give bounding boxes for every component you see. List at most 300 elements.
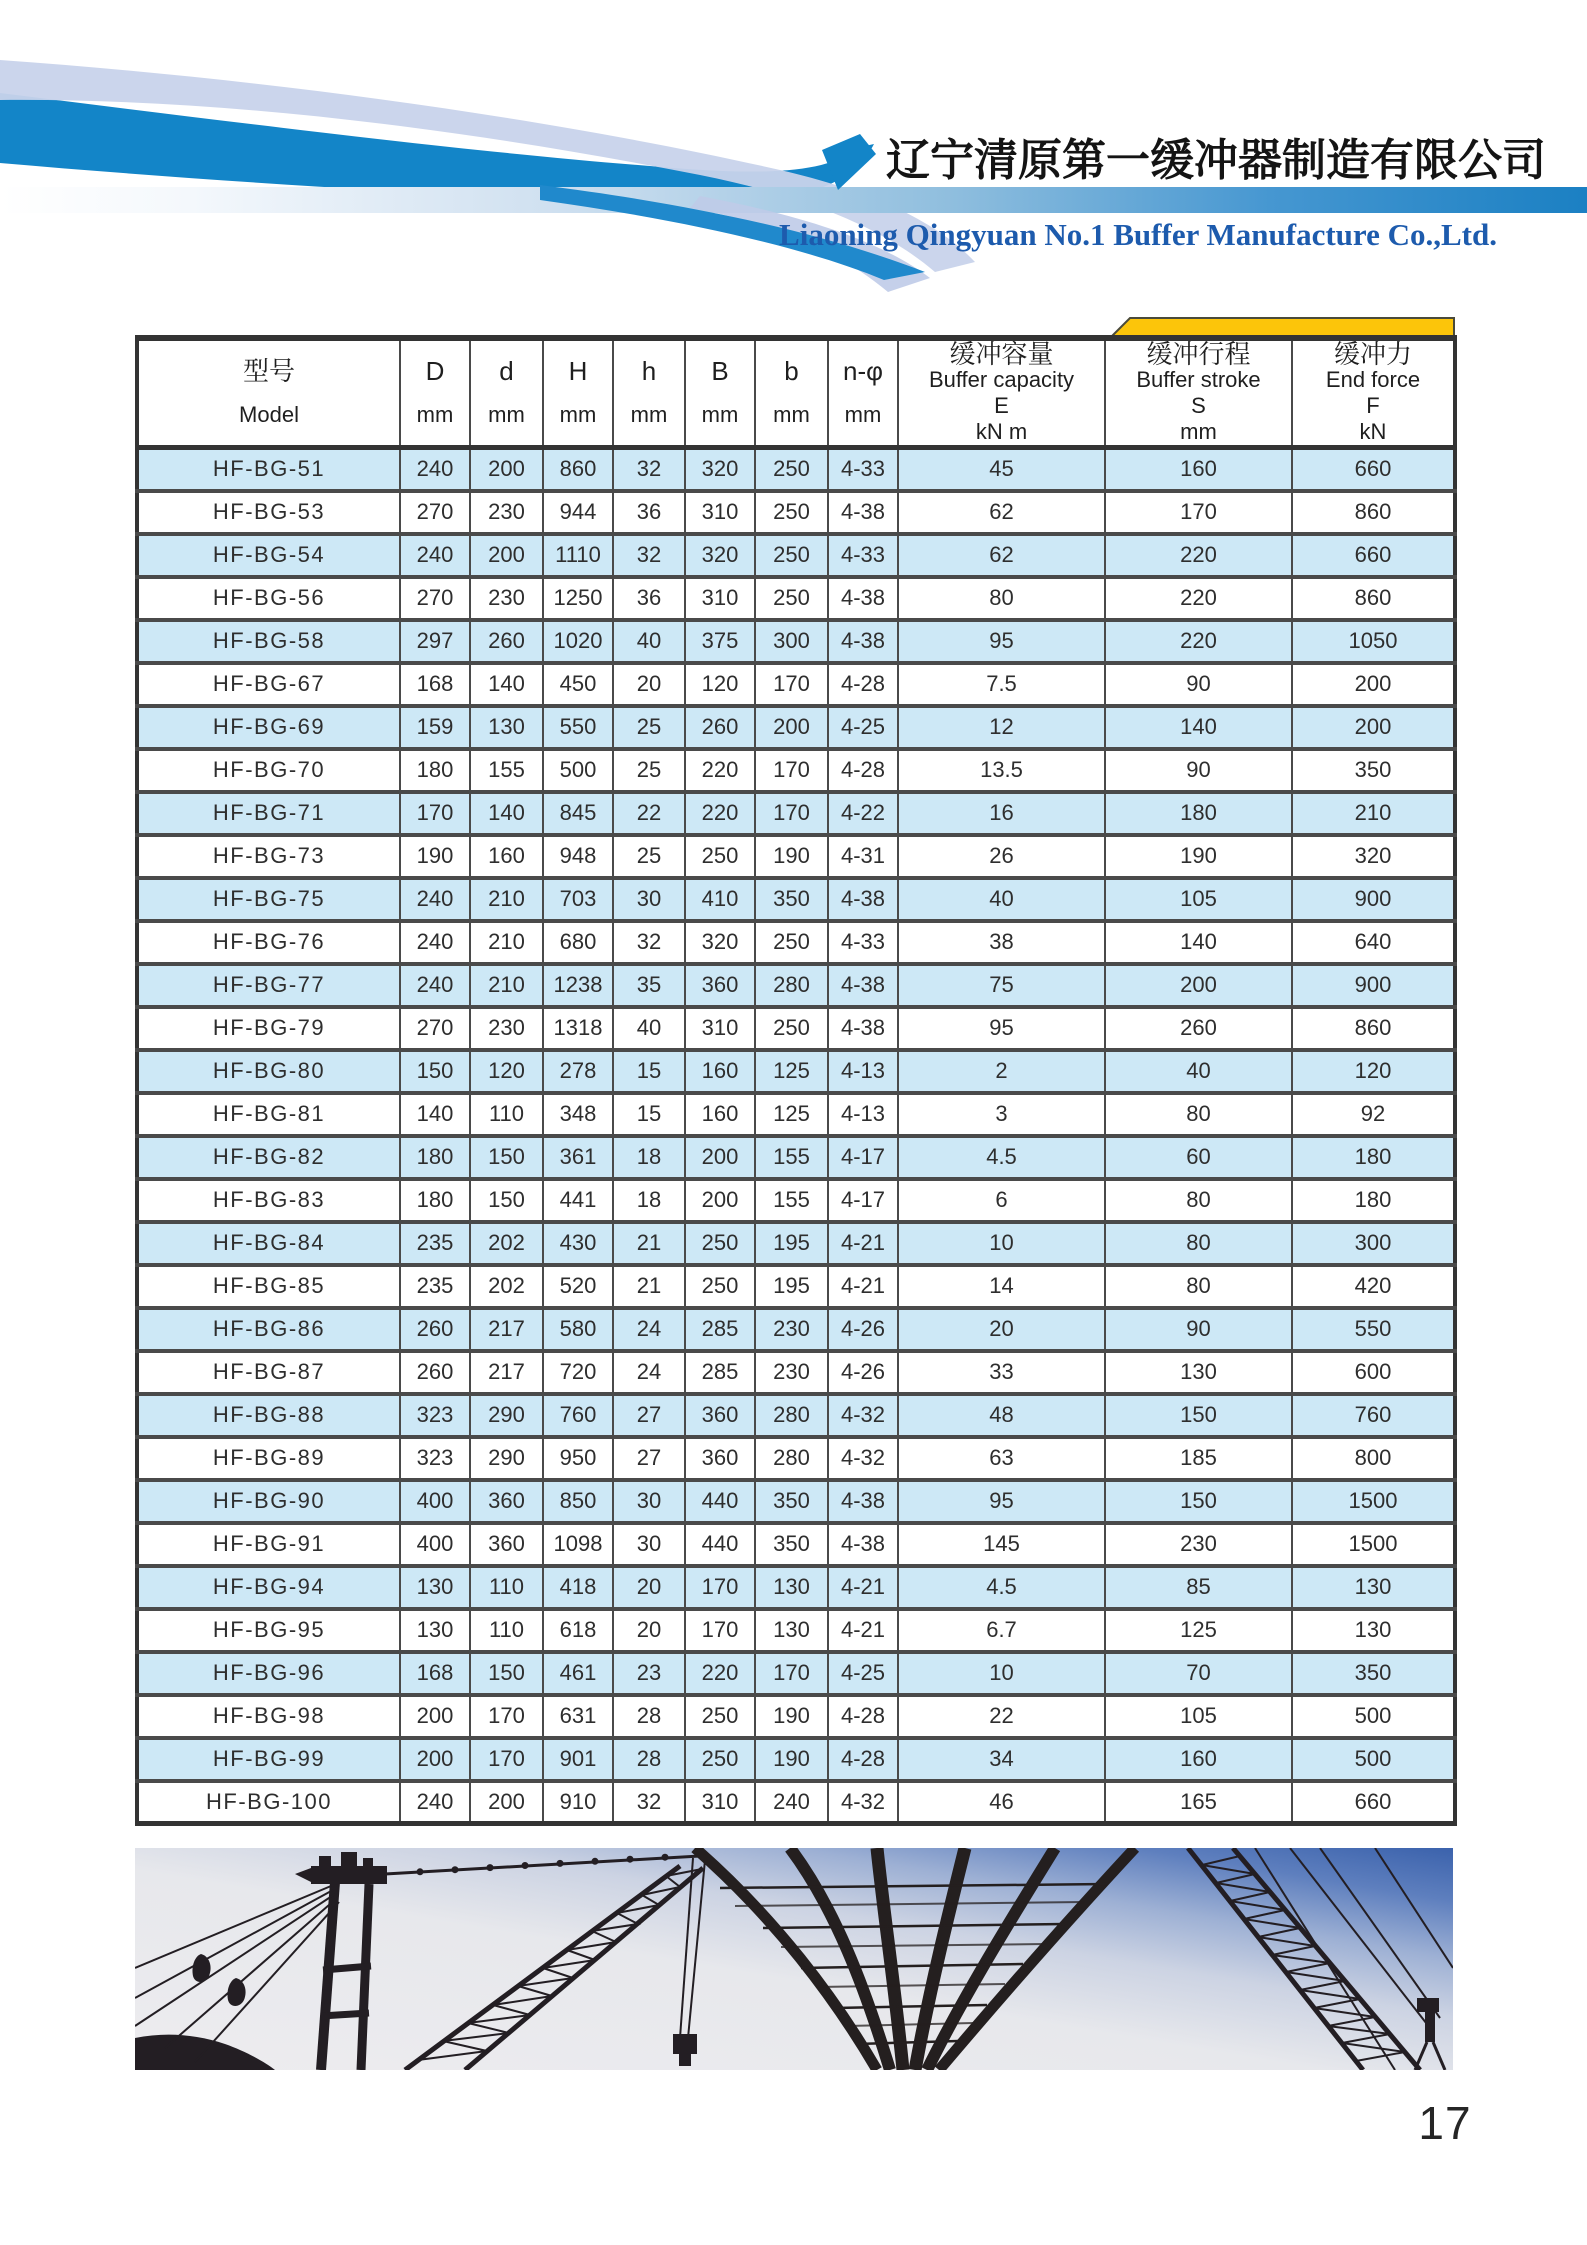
value-cell: 46 xyxy=(898,1781,1105,1824)
value-cell: 760 xyxy=(1292,1394,1455,1437)
column-header xyxy=(400,338,470,448)
value-cell: 180 xyxy=(1292,1136,1455,1179)
value-cell: 159 xyxy=(400,706,470,749)
value-cell: 130 xyxy=(470,706,543,749)
value-cell: 520 xyxy=(543,1265,613,1308)
value-cell: 4-32 xyxy=(828,1437,898,1480)
buffer-spec-table xyxy=(135,335,1457,1826)
value-cell: 130 xyxy=(1292,1566,1455,1609)
value-cell: 12 xyxy=(898,706,1105,749)
value-cell: 140 xyxy=(1105,921,1292,964)
value-cell: 220 xyxy=(685,792,755,835)
table-row xyxy=(137,1523,1455,1566)
value-cell: 280 xyxy=(755,964,828,1007)
table-row xyxy=(137,1222,1455,1265)
value-cell: 30 xyxy=(613,878,685,921)
table-row xyxy=(137,1738,1455,1781)
value-cell: 4-38 xyxy=(828,620,898,663)
value-cell: 190 xyxy=(755,1695,828,1738)
value-cell: 160 xyxy=(470,835,543,878)
table-row xyxy=(137,1351,1455,1394)
column-header-line: mm xyxy=(844,402,882,427)
value-cell: 200 xyxy=(470,448,543,491)
value-cell: 25 xyxy=(613,835,685,878)
value-cell: 4-28 xyxy=(828,663,898,706)
column-header-line: H xyxy=(568,356,588,386)
value-cell: 860 xyxy=(543,448,613,491)
column-header xyxy=(828,338,898,448)
table-row xyxy=(137,878,1455,921)
value-cell: 3 xyxy=(898,1093,1105,1136)
value-cell: 760 xyxy=(543,1394,613,1437)
value-cell: 32 xyxy=(613,1781,685,1824)
value-cell: 40 xyxy=(613,1007,685,1050)
value-cell: 4.5 xyxy=(898,1136,1105,1179)
column-header-line: mm xyxy=(416,402,454,427)
value-cell: 250 xyxy=(755,534,828,577)
value-cell: 32 xyxy=(613,448,685,491)
value-cell: 348 xyxy=(543,1093,613,1136)
value-cell: 900 xyxy=(1292,964,1455,1007)
column-header-line: E xyxy=(994,393,1009,418)
value-cell: 165 xyxy=(1105,1781,1292,1824)
value-cell: 170 xyxy=(685,1609,755,1652)
model-cell: HF-BG-73 xyxy=(137,835,400,878)
value-cell: 6.7 xyxy=(898,1609,1105,1652)
value-cell: 21 xyxy=(613,1222,685,1265)
value-cell: 240 xyxy=(400,448,470,491)
value-cell: 200 xyxy=(755,706,828,749)
value-cell: 130 xyxy=(755,1566,828,1609)
value-cell: 27 xyxy=(613,1394,685,1437)
table-row xyxy=(137,1437,1455,1480)
value-cell: 220 xyxy=(685,1652,755,1695)
value-cell: 4-28 xyxy=(828,1738,898,1781)
value-cell: 235 xyxy=(400,1265,470,1308)
value-cell: 10 xyxy=(898,1652,1105,1695)
value-cell: 580 xyxy=(543,1308,613,1351)
table-row xyxy=(137,706,1455,749)
value-cell: 150 xyxy=(1105,1480,1292,1523)
value-cell: 360 xyxy=(685,964,755,1007)
value-cell: 130 xyxy=(400,1609,470,1652)
column-header xyxy=(898,338,1105,448)
value-cell: 4-25 xyxy=(828,1652,898,1695)
value-cell: 40 xyxy=(1105,1050,1292,1093)
value-cell: 140 xyxy=(400,1093,470,1136)
value-cell: 440 xyxy=(685,1480,755,1523)
value-cell: 30 xyxy=(613,1523,685,1566)
value-cell: 285 xyxy=(685,1351,755,1394)
model-cell: HF-BG-89 xyxy=(137,1437,400,1480)
column-header-line: Buffer capacity xyxy=(928,367,1075,392)
value-cell: 550 xyxy=(1292,1308,1455,1351)
column-header-line: D xyxy=(425,356,445,386)
table-row xyxy=(137,1609,1455,1652)
value-cell: 130 xyxy=(755,1609,828,1652)
value-cell: 360 xyxy=(685,1437,755,1480)
column-header-line: 缓冲行程 xyxy=(1146,339,1251,369)
gradient-bar xyxy=(0,187,1587,213)
value-cell: 350 xyxy=(755,1480,828,1523)
value-cell: 300 xyxy=(755,620,828,663)
value-cell: 25 xyxy=(613,749,685,792)
value-cell: 150 xyxy=(400,1050,470,1093)
value-cell: 170 xyxy=(755,1652,828,1695)
value-cell: 170 xyxy=(755,663,828,706)
value-cell: 323 xyxy=(400,1394,470,1437)
value-cell: 1050 xyxy=(1292,620,1455,663)
value-cell: 430 xyxy=(543,1222,613,1265)
value-cell: 944 xyxy=(543,491,613,534)
value-cell: 375 xyxy=(685,620,755,663)
column-header-line: mm xyxy=(773,402,810,427)
value-cell: 62 xyxy=(898,534,1105,577)
value-cell: 90 xyxy=(1105,749,1292,792)
value-cell: 40 xyxy=(613,620,685,663)
value-cell: 240 xyxy=(400,921,470,964)
value-cell: 168 xyxy=(400,1652,470,1695)
value-cell: 25 xyxy=(613,706,685,749)
value-cell: 85 xyxy=(1105,1566,1292,1609)
value-cell: 220 xyxy=(1105,620,1292,663)
column-header xyxy=(1292,338,1455,448)
value-cell: 950 xyxy=(543,1437,613,1480)
table-row xyxy=(137,1050,1455,1093)
value-cell: 250 xyxy=(755,1007,828,1050)
value-cell: 660 xyxy=(1292,448,1455,491)
value-cell: 850 xyxy=(543,1480,613,1523)
value-cell: 235 xyxy=(400,1222,470,1265)
table-row xyxy=(137,835,1455,878)
column-header-line: 缓冲力 xyxy=(1333,339,1412,369)
value-cell: 297 xyxy=(400,620,470,663)
value-cell: 45 xyxy=(898,448,1105,491)
column-header-line: n-φ xyxy=(843,356,883,386)
value-cell: 2 xyxy=(898,1050,1105,1093)
value-cell: 4-32 xyxy=(828,1394,898,1437)
value-cell: 250 xyxy=(685,1222,755,1265)
table-row xyxy=(137,1652,1455,1695)
value-cell: 110 xyxy=(470,1566,543,1609)
value-cell: 200 xyxy=(400,1695,470,1738)
value-cell: 70 xyxy=(1105,1652,1292,1695)
value-cell: 900 xyxy=(1292,878,1455,921)
value-cell: 200 xyxy=(1292,706,1455,749)
value-cell: 125 xyxy=(1105,1609,1292,1652)
value-cell: 200 xyxy=(1292,663,1455,706)
table-row xyxy=(137,749,1455,792)
value-cell: 350 xyxy=(755,878,828,921)
value-cell: 230 xyxy=(470,491,543,534)
model-cell: HF-BG-95 xyxy=(137,1609,400,1652)
value-cell: 4-38 xyxy=(828,1523,898,1566)
cranes-photo xyxy=(135,1848,1453,2070)
value-cell: 703 xyxy=(543,878,613,921)
column-header-line: kN m xyxy=(975,419,1028,444)
value-cell: 22 xyxy=(898,1695,1105,1738)
value-cell: 400 xyxy=(400,1480,470,1523)
value-cell: 4-17 xyxy=(828,1136,898,1179)
column-header-line: b xyxy=(784,356,799,386)
value-cell: 1250 xyxy=(543,577,613,620)
value-cell: 170 xyxy=(400,792,470,835)
value-cell: 250 xyxy=(755,448,828,491)
value-cell: 285 xyxy=(685,1308,755,1351)
value-cell: 36 xyxy=(613,577,685,620)
model-cell: HF-BG-90 xyxy=(137,1480,400,1523)
value-cell: 310 xyxy=(685,1007,755,1050)
model-cell: HF-BG-56 xyxy=(137,577,400,620)
value-cell: 4-38 xyxy=(828,1007,898,1050)
value-cell: 220 xyxy=(685,749,755,792)
value-cell: 4-38 xyxy=(828,878,898,921)
value-cell: 150 xyxy=(470,1652,543,1695)
value-cell: 260 xyxy=(400,1308,470,1351)
value-cell: 36 xyxy=(613,491,685,534)
value-cell: 680 xyxy=(543,921,613,964)
value-cell: 28 xyxy=(613,1738,685,1781)
value-cell: 24 xyxy=(613,1351,685,1394)
column-header xyxy=(1105,338,1292,448)
column-header-line: 缓冲容量 xyxy=(949,339,1054,369)
value-cell: 95 xyxy=(898,620,1105,663)
model-cell: HF-BG-88 xyxy=(137,1394,400,1437)
value-cell: 500 xyxy=(543,749,613,792)
value-cell: 260 xyxy=(1105,1007,1292,1050)
model-cell: HF-BG-53 xyxy=(137,491,400,534)
column-header xyxy=(685,338,755,448)
value-cell: 270 xyxy=(400,491,470,534)
column-header-line: mm xyxy=(630,402,668,427)
value-cell: 230 xyxy=(470,577,543,620)
value-cell: 63 xyxy=(898,1437,1105,1480)
value-cell: 260 xyxy=(685,706,755,749)
value-cell: 240 xyxy=(400,878,470,921)
value-cell: 80 xyxy=(1105,1093,1292,1136)
value-cell: 200 xyxy=(1105,964,1292,1007)
value-cell: 418 xyxy=(543,1566,613,1609)
value-cell: 350 xyxy=(1292,749,1455,792)
value-cell: 240 xyxy=(755,1781,828,1824)
value-cell: 1500 xyxy=(1292,1480,1455,1523)
value-cell: 180 xyxy=(400,749,470,792)
value-cell: 200 xyxy=(685,1136,755,1179)
company-name-en: Liaoning Qingyuan No.1 Buffer Manufacture Co.,Ltd. xyxy=(779,217,1497,252)
value-cell: 13.5 xyxy=(898,749,1105,792)
model-cell: HF-BG-91 xyxy=(137,1523,400,1566)
value-cell: 200 xyxy=(470,1781,543,1824)
value-cell: 24 xyxy=(613,1308,685,1351)
value-cell: 250 xyxy=(685,835,755,878)
value-cell: 420 xyxy=(1292,1265,1455,1308)
value-cell: 618 xyxy=(543,1609,613,1652)
value-cell: 75 xyxy=(898,964,1105,1007)
value-cell: 250 xyxy=(755,491,828,534)
value-cell: 320 xyxy=(685,534,755,577)
value-cell: 278 xyxy=(543,1050,613,1093)
value-cell: 130 xyxy=(1292,1609,1455,1652)
model-cell: HF-BG-85 xyxy=(137,1265,400,1308)
value-cell: 441 xyxy=(543,1179,613,1222)
value-cell: 80 xyxy=(1105,1222,1292,1265)
value-cell: 1318 xyxy=(543,1007,613,1050)
value-cell: 92 xyxy=(1292,1093,1455,1136)
table-row xyxy=(137,792,1455,835)
value-cell: 360 xyxy=(685,1394,755,1437)
value-cell: 800 xyxy=(1292,1437,1455,1480)
value-cell: 230 xyxy=(470,1007,543,1050)
value-cell: 105 xyxy=(1105,878,1292,921)
value-cell: 4-38 xyxy=(828,964,898,1007)
value-cell: 202 xyxy=(470,1265,543,1308)
value-cell: 202 xyxy=(470,1222,543,1265)
model-cell: HF-BG-54 xyxy=(137,534,400,577)
value-cell: 140 xyxy=(470,663,543,706)
column-header xyxy=(470,338,543,448)
value-cell: 220 xyxy=(1105,534,1292,577)
value-cell: 300 xyxy=(1292,1222,1455,1265)
model-cell: HF-BG-80 xyxy=(137,1050,400,1093)
value-cell: 250 xyxy=(755,577,828,620)
table-row xyxy=(137,1308,1455,1351)
value-cell: 21 xyxy=(613,1265,685,1308)
value-cell: 320 xyxy=(685,448,755,491)
value-cell: 550 xyxy=(543,706,613,749)
value-cell: 270 xyxy=(400,1007,470,1050)
value-cell: 20 xyxy=(613,1566,685,1609)
model-cell: HF-BG-81 xyxy=(137,1093,400,1136)
model-cell: HF-BG-86 xyxy=(137,1308,400,1351)
value-cell: 4-13 xyxy=(828,1050,898,1093)
value-cell: 180 xyxy=(1292,1179,1455,1222)
model-cell: HF-BG-71 xyxy=(137,792,400,835)
value-cell: 4-31 xyxy=(828,835,898,878)
value-cell: 1500 xyxy=(1292,1523,1455,1566)
value-cell: 30 xyxy=(613,1480,685,1523)
value-cell: 95 xyxy=(898,1007,1105,1050)
model-cell: HF-BG-87 xyxy=(137,1351,400,1394)
value-cell: 290 xyxy=(470,1394,543,1437)
value-cell: 720 xyxy=(543,1351,613,1394)
value-cell: 240 xyxy=(400,1781,470,1824)
value-cell: 120 xyxy=(1292,1050,1455,1093)
value-cell: 400 xyxy=(400,1523,470,1566)
value-cell: 120 xyxy=(470,1050,543,1093)
value-cell: 4-21 xyxy=(828,1222,898,1265)
model-cell: HF-BG-94 xyxy=(137,1566,400,1609)
value-cell: 168 xyxy=(400,663,470,706)
value-cell: 190 xyxy=(400,835,470,878)
value-cell: 125 xyxy=(755,1050,828,1093)
column-header-line: Buffer stroke xyxy=(1136,367,1261,392)
value-cell: 60 xyxy=(1105,1136,1292,1179)
value-cell: 18 xyxy=(613,1179,685,1222)
value-cell: 180 xyxy=(400,1179,470,1222)
value-cell: 310 xyxy=(685,1781,755,1824)
value-cell: 150 xyxy=(470,1179,543,1222)
value-cell: 4-22 xyxy=(828,792,898,835)
value-cell: 195 xyxy=(755,1265,828,1308)
value-cell: 27 xyxy=(613,1437,685,1480)
value-cell: 62 xyxy=(898,491,1105,534)
value-cell: 4-21 xyxy=(828,1609,898,1652)
value-cell: 450 xyxy=(543,663,613,706)
model-cell: HF-BG-76 xyxy=(137,921,400,964)
value-cell: 440 xyxy=(685,1523,755,1566)
table-row xyxy=(137,1265,1455,1308)
value-cell: 4-38 xyxy=(828,491,898,534)
table-row xyxy=(137,577,1455,620)
column-header-line: F xyxy=(1366,393,1380,418)
column-header-line: Model xyxy=(239,402,299,427)
column-header xyxy=(137,338,400,448)
value-cell: 350 xyxy=(1292,1652,1455,1695)
value-cell: 640 xyxy=(1292,921,1455,964)
value-cell: 600 xyxy=(1292,1351,1455,1394)
value-cell: 660 xyxy=(1292,534,1455,577)
value-cell: 15 xyxy=(613,1093,685,1136)
value-cell: 210 xyxy=(1292,792,1455,835)
value-cell: 130 xyxy=(1105,1351,1292,1394)
value-cell: 160 xyxy=(685,1050,755,1093)
value-cell: 150 xyxy=(1105,1394,1292,1437)
value-cell: 901 xyxy=(543,1738,613,1781)
value-cell: 1020 xyxy=(543,620,613,663)
value-cell: 48 xyxy=(898,1394,1105,1437)
table-row xyxy=(137,620,1455,663)
value-cell: 140 xyxy=(470,792,543,835)
table-row xyxy=(137,1695,1455,1738)
value-cell: 4-13 xyxy=(828,1093,898,1136)
value-cell: 20 xyxy=(613,663,685,706)
table-row xyxy=(137,491,1455,534)
value-cell: 32 xyxy=(613,534,685,577)
value-cell: 105 xyxy=(1105,1695,1292,1738)
value-cell: 4-28 xyxy=(828,1695,898,1738)
model-cell: HF-BG-67 xyxy=(137,663,400,706)
value-cell: 20 xyxy=(898,1308,1105,1351)
model-cell: HF-BG-69 xyxy=(137,706,400,749)
model-cell: HF-BG-79 xyxy=(137,1007,400,1050)
column-header-line: mm xyxy=(488,402,525,427)
value-cell: 230 xyxy=(755,1351,828,1394)
table-row xyxy=(137,1394,1455,1437)
value-cell: 210 xyxy=(470,921,543,964)
table-row xyxy=(137,1136,1455,1179)
value-cell: 845 xyxy=(543,792,613,835)
table-row xyxy=(137,534,1455,577)
value-cell: 217 xyxy=(470,1308,543,1351)
table-row xyxy=(137,921,1455,964)
model-cell: HF-BG-84 xyxy=(137,1222,400,1265)
value-cell: 220 xyxy=(1105,577,1292,620)
value-cell: 180 xyxy=(1105,792,1292,835)
value-cell: 4-33 xyxy=(828,534,898,577)
model-cell: HF-BG-100 xyxy=(137,1781,400,1824)
model-cell: HF-BG-82 xyxy=(137,1136,400,1179)
value-cell: 360 xyxy=(470,1523,543,1566)
value-cell: 1110 xyxy=(543,534,613,577)
value-cell: 18 xyxy=(613,1136,685,1179)
model-cell: HF-BG-99 xyxy=(137,1738,400,1781)
model-cell: HF-BG-75 xyxy=(137,878,400,921)
value-cell: 23 xyxy=(613,1652,685,1695)
value-cell: 95 xyxy=(898,1480,1105,1523)
value-cell: 190 xyxy=(755,1738,828,1781)
value-cell: 250 xyxy=(685,1265,755,1308)
value-cell: 190 xyxy=(1105,835,1292,878)
